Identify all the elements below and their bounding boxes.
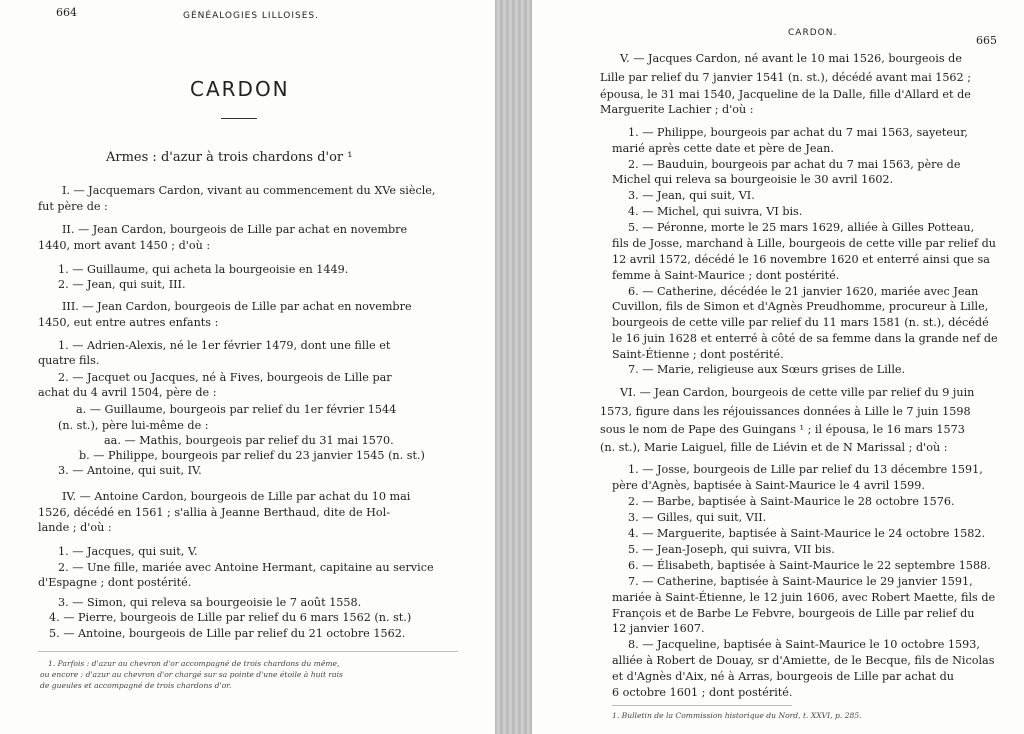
text-line: IV. — Antoine Cardon, bourgeois de Lille par achat du 10 mai [62, 490, 411, 503]
footnote-rule [612, 705, 792, 706]
footnote-line: 1. Bulletin de la Commission historique du Nord, t. XXVI, p. 285. [612, 711, 862, 720]
footnote-line: ou encore : d'azur au chevron d'or chargé sur sa pointe d'une étoile à huit rais [40, 670, 343, 679]
right-page [532, 0, 1024, 734]
footnote-line: 1. Parfois : d'azur au chevron d'or accompagné de trois chardons du même, [48, 659, 340, 668]
text-line: 1450, eut entre autres enfants : [38, 316, 219, 329]
text-line: Cuvillon, fils de Simon et d'Agnès Preudhomme, procureur à Lille, [612, 300, 989, 313]
text-line: III. — Jean Cardon, bourgeois de Lille par achat en novembre [62, 300, 412, 313]
text-line: 3. — Antoine, qui suit, IV. [58, 464, 202, 477]
text-line: VI. — Jean Cardon, bourgeois de cette ville par relief du 9 juin [620, 386, 975, 399]
text-line: 7. — Marie, religieuse aux Sœurs grises de Lille. [628, 363, 906, 376]
text-line: 4. — Marguerite, baptisée à Saint-Maurice le 24 octobre 1582. [628, 527, 986, 540]
text-line: 1. — Guillaume, qui acheta la bourgeoisie en 1449. [58, 263, 349, 276]
text-line: V. — Jacques Cardon, né avant le 10 mai 1526, bourgeois de [620, 52, 962, 65]
text-line: II. — Jean Cardon, bourgeois de Lille par achat en novembre [62, 223, 408, 236]
text-line: 1. — Philippe, bourgeois par achat du 7 mai 1563, sayeteur, [628, 126, 968, 139]
text-line: 4. — Michel, qui suivra, VI bis. [628, 205, 803, 218]
text-line: 1. — Jacques, qui suit, V. [58, 545, 198, 558]
text-line: marié après cette date et père de Jean. [612, 142, 834, 155]
text-line: Michel qui releva sa bourgeoisie le 30 avril 1602. [612, 173, 894, 186]
text-line: 1. — Adrien-Alexis, né le 1er février 1479, dont une fille et [58, 339, 391, 352]
text-line: 5. — Péronne, morte le 25 mars 1629, alliée à Gilles Potteau, [628, 221, 975, 234]
text-line: sous le nom de Pape des Guingans ¹ ; il épousa, le 16 mars 1573 [600, 423, 965, 436]
text-line: a. — Guillaume, bourgeois par relief du 1er février 1544 [76, 403, 397, 416]
text-line: lande ; d'où : [38, 521, 112, 534]
text-line: 6. — Élisabeth, baptisée à Saint-Maurice le 22 septembre 1588. [628, 559, 991, 572]
text-line: père d'Agnès, baptisée à Saint-Maurice le 4 avril 1599. [612, 479, 925, 492]
text-line: Lille par relief du 7 janvier 1541 (n. st.), décédé avant mai 1562 ; [600, 71, 971, 84]
left-page [0, 0, 495, 734]
text-line: Saint-Étienne ; dont postérité. [612, 348, 784, 361]
text-line: Marguerite Lachier ; d'où : [600, 103, 754, 116]
text-line: 7. — Catherine, baptisée à Saint-Maurice le 29 janvier 1591, [628, 575, 973, 588]
text-line: 3. — Jean, qui suit, VI. [628, 189, 755, 202]
text-line: 2. — Jean, qui suit, III. [58, 278, 186, 291]
text-line: 2. — Une fille, mariée avec Antoine Hermant, capitaine au service [58, 561, 434, 574]
page-title: CARDON [190, 77, 290, 101]
text-line: mariée à Saint-Étienne, le 12 juin 1606, avec Robert Maette, fils de [612, 591, 996, 604]
text-line: (n. st.), père lui-même de : [58, 419, 209, 432]
text-line: 1573, figure dans les réjouissances données à Lille le 7 juin 1598 [600, 405, 971, 418]
text-line: 2. — Bauduin, bourgeois par achat du 7 mai 1563, père de [628, 158, 961, 171]
text-line: 4. — Pierre, bourgeois de Lille par relief du 6 mars 1562 (n. st.) [49, 611, 412, 624]
coat-of-arms: Armes : d'azur à trois chardons d'or ¹ [106, 150, 353, 165]
text-line: 3. — Simon, qui releva sa bourgeoisie le 7 août 1558. [58, 596, 362, 609]
text-line: 1440, mort avant 1450 ; d'où : [38, 239, 211, 252]
text-line: 2. — Jacquet ou Jacques, né à Fives, bourgeois de Lille par [58, 371, 392, 384]
text-line: b. — Philippe, bourgeois par relief du 23 janvier 1545 (n. st.) [79, 449, 425, 462]
text-line: 6 octobre 1601 ; dont postérité. [612, 686, 793, 699]
page-number: 664 [56, 6, 77, 19]
text-line: fils de Josse, marchand à Lille, bourgeois de cette ville par relief du [612, 237, 996, 250]
text-line: 12 janvier 1607. [612, 622, 705, 635]
text-line: d'Espagne ; dont postérité. [38, 576, 192, 589]
text-line: quatre fils. [38, 354, 100, 367]
running-head: GÉNÉALOGIES LILLOISES. [183, 11, 319, 21]
page-number: 665 [976, 34, 997, 47]
text-line: alliée à Robert de Douay, sr d'Amiette, de le Becque, fils de Nicolas [612, 654, 995, 667]
footnote-line: de gueules et accompagné de trois chardons d'or. [40, 681, 232, 690]
text-line: 6. — Catherine, décédée le 21 janvier 1620, mariée avec Jean [628, 285, 979, 298]
text-line: 8. — Jacqueline, baptisée à Saint-Maurice le 10 octobre 1593, [628, 638, 980, 651]
text-line: fut père de : [38, 200, 108, 213]
running-head: CARDON. [788, 28, 838, 38]
text-line: 1526, décédé en 1561 ; s'allia à Jeanne Berthaud, dite de Hol- [38, 506, 391, 519]
title-rule [221, 118, 257, 119]
text-line: 2. — Barbe, baptisée à Saint-Maurice le 28 octobre 1576. [628, 495, 955, 508]
text-line: 5. — Antoine, bourgeois de Lille par relief du 21 octobre 1562. [49, 627, 406, 640]
text-line: 1. — Josse, bourgeois de Lille par relief du 13 décembre 1591, [628, 463, 983, 476]
text-line: achat du 4 avril 1504, père de : [38, 386, 217, 399]
text-line: femme à Saint-Maurice ; dont postérité. [612, 269, 840, 282]
text-line: 3. — Gilles, qui suit, VII. [628, 511, 767, 524]
text-line: (n. st.), Marie Laiguel, fille de Liévin et de N Marissal ; d'où : [600, 441, 948, 454]
text-line: bourgeois de cette ville par relief du 11 mars 1581 (n. st.), décédé [612, 316, 989, 329]
book-gutter [495, 0, 532, 734]
text-line: 12 avril 1572, décédé le 16 novembre 1620 et enterré ainsi que sa [612, 253, 990, 266]
footnote-rule [38, 651, 458, 652]
text-line: aa. — Mathis, bourgeois par relief du 31 mai 1570. [104, 434, 394, 447]
text-line: François et de Barbe Le Febvre, bourgeois de Lille par relief du [612, 607, 975, 620]
text-line: et d'Agnès d'Aix, né à Arras, bourgeois de Lille par achat du [612, 670, 954, 683]
text-line: I. — Jacquemars Cardon, vivant au commencement du XVe siècle, [62, 184, 436, 197]
text-line: 5. — Jean-Joseph, qui suivra, VII bis. [628, 543, 835, 556]
text-line: le 16 juin 1628 et enterré à côté de sa femme dans la grande nef de [612, 332, 998, 345]
text-line: épousa, le 31 mai 1540, Jacqueline de la Dalle, fille d'Allard et de [600, 88, 971, 101]
